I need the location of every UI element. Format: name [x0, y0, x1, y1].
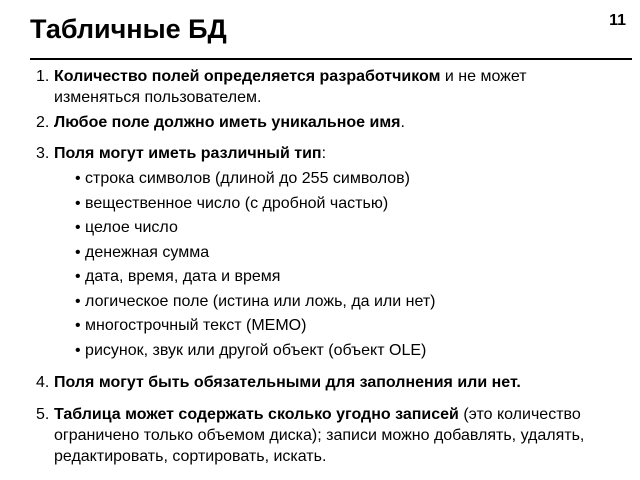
list-item — [36, 112, 596, 133]
item-bold-text: Количество полей определяется разработчиком — [54, 68, 441, 85]
page-number: 11 — [609, 12, 626, 29]
item-bold-text: Любое поле должно иметь уникальное имя — [54, 114, 401, 131]
field-type-item: • рисунок, звук или другой объект (объект OLE) — [75, 340, 596, 365]
list-item — [36, 404, 596, 467]
list-item — [36, 143, 596, 164]
item-number: 5. — [36, 406, 50, 423]
item-text: : — [321, 145, 327, 162]
slide-content — [36, 66, 596, 467]
field-type-item: • многострочный текст (MEMO) — [75, 315, 596, 340]
list-item — [36, 66, 596, 108]
item-text: . — [400, 114, 405, 131]
field-type-item: • вещественное число (с дробной частью) — [75, 193, 596, 218]
item-text: (это количество ограничено только объемом диска); записи можно добавлять, удалять, редактировать, сортировать, искать. — [54, 406, 585, 465]
item-number: 4. — [36, 374, 50, 391]
field-type-item: • дата, время, дата и время — [75, 266, 596, 291]
item-text: и не может изменяться пользователем. — [54, 68, 527, 106]
field-types-list — [36, 168, 596, 364]
field-type-item: • логическое поле (истина или ложь, да или нет) — [75, 291, 596, 316]
item-number: 2. — [36, 114, 50, 131]
field-type-item: • денежная сумма — [75, 242, 596, 267]
slide-title: Табличные БД — [30, 14, 227, 44]
item-bold-text: Таблица может содержать сколько угодно записей — [54, 406, 459, 423]
field-type-item: • целое число — [75, 217, 596, 242]
list-item — [36, 372, 596, 393]
title-divider — [30, 58, 632, 60]
item-bold-text: Поля могут иметь различный тип — [54, 145, 322, 162]
item-number: 1. — [36, 68, 50, 85]
item-bold-text: Поля могут быть обязательными для заполнения или нет. — [54, 374, 521, 391]
item-number: 3. — [36, 145, 50, 162]
field-type-item: • строка символов (длиной до 255 символов) — [75, 168, 596, 193]
